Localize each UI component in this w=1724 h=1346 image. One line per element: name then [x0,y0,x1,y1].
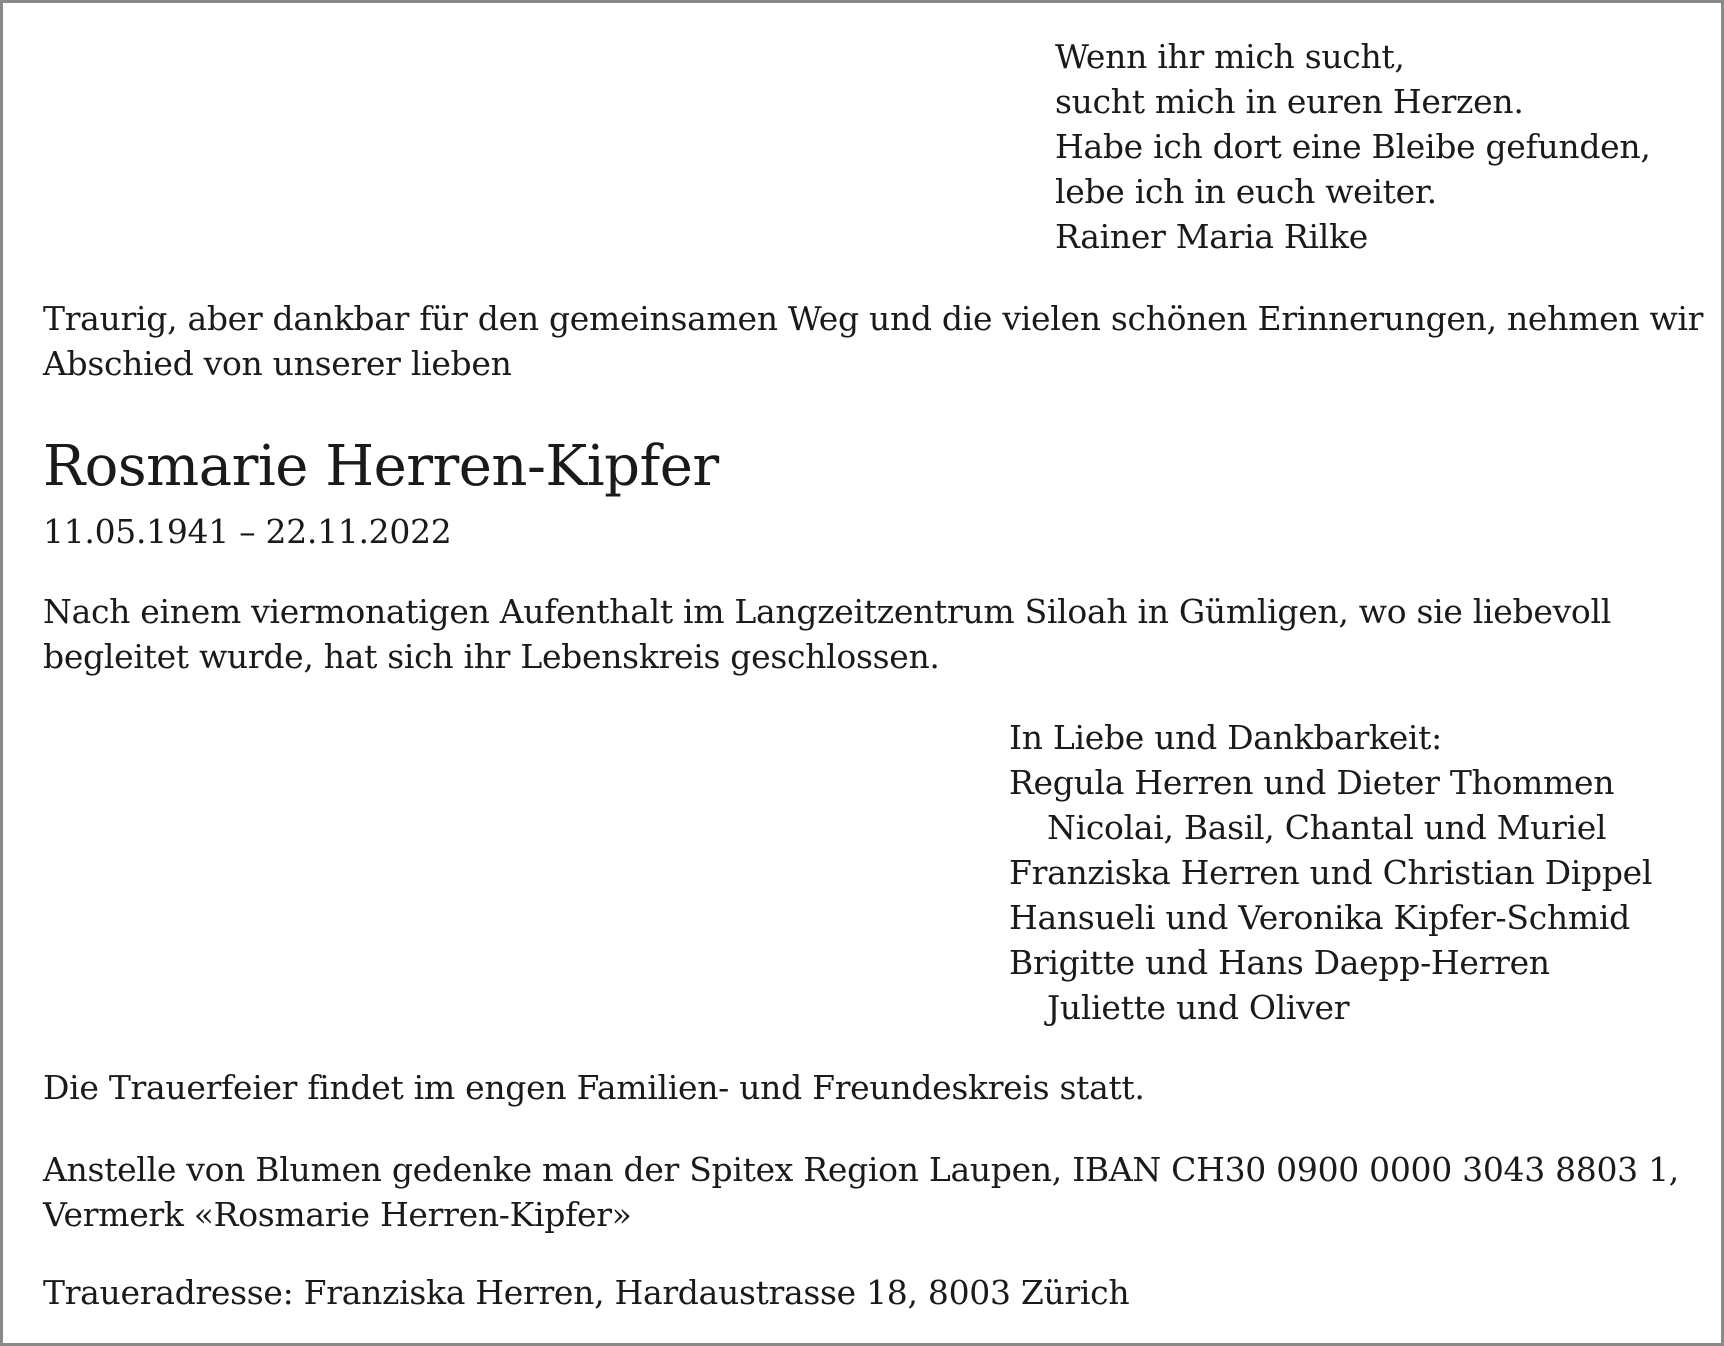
poem-line: sucht mich in euren Herzen. [1055,82,1524,121]
family-member: Nicolai, Basil, Chantal und Muriel [1047,808,1607,847]
donation-line: Vermerk «Rosmarie Herren-Kipfer» [43,1195,632,1234]
family-member: Juliette und Oliver [1047,988,1350,1027]
family-list [1009,715,1652,1030]
ceremony-text [43,1065,1145,1110]
address-line: Traueradresse: Franziska Herren, Hardaustrasse 18, 8003 Zürich [43,1273,1130,1312]
poem-author: Rainer Maria Rilke [1055,217,1368,256]
donation-text [43,1147,1679,1237]
passing-text [43,589,1611,679]
family-heading: In Liebe und Dankbarkeit: [1009,718,1442,757]
family-member: Hansueli und Veronika Kipfer-Schmid [1009,898,1630,937]
life-dates-text: 11.05.1941 – 22.11.2022 [43,512,452,551]
life-dates [43,509,451,554]
intro-line: Traurig, aber dankbar für den gemeinsamen Weg und die vielen schönen Erinnerungen, nehmen wir [43,299,1704,338]
passing-line: begleitet wurde, hat sich ihr Lebenskreis geschlossen. [43,637,940,676]
family-member: Franziska Herren und Christian Dippel [1009,853,1653,892]
mourning-address [43,1270,1129,1315]
poem-line: lebe ich in euch weiter. [1055,172,1437,211]
family-member: Brigitte und Hans Daepp-Herren [1009,943,1550,982]
ceremony-line: Die Trauerfeier findet im engen Familien- und Freundeskreis statt. [43,1068,1145,1107]
deceased-name: Rosmarie Herren-Kipfer [43,434,719,499]
passing-line: Nach einem viermonatigen Aufenthalt im Langzeitzentrum Siloah in Gümligen, wo sie liebevoll [43,592,1611,631]
poem [1055,34,1651,259]
donation-line: Anstelle von Blumen gedenke man der Spitex Region Laupen, IBAN CH30 0900 0000 3043 8803 1, [43,1150,1679,1189]
intro-line: Abschied von unserer lieben [43,344,512,383]
poem-line: Habe ich dort eine Bleibe gefunden, [1055,127,1651,166]
poem-line: Wenn ihr mich sucht, [1055,37,1405,76]
intro-text [43,296,1703,386]
family-member: Regula Herren und Dieter Thommen [1009,763,1615,802]
